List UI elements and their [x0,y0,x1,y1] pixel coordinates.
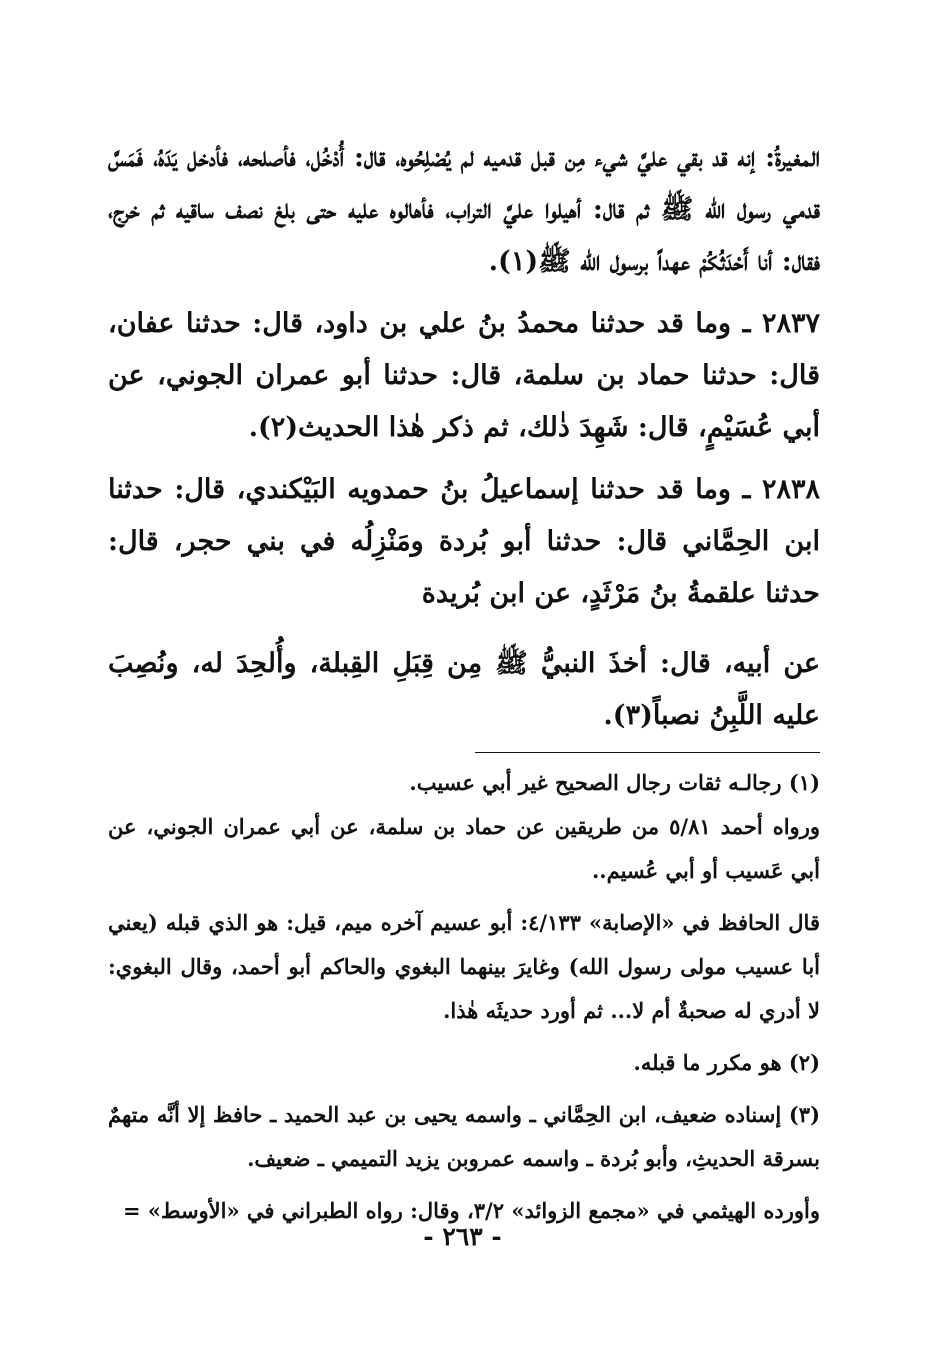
paragraph-hadith-2837: ٢٨٣٧ ـ وما قد حدثنا محمدُ بنُ علي بن داود، قال: حدثنا عفان، قال: حدثنا حماد بن سلمة، قال: حدثنا أبو عمران الجوني، عن أبي عُسَيْمٍ، قال: شَهِدَ ذٰلك، ثم ذكر هٰذا الحديث(٢). [108,308,821,443]
footnote-1: (١) رجالـه ثقات رجال الصحيح غير أبي عسيب. [409,770,820,795]
footnote-2: (٢) هو مكرر ما قبله. [633,1050,820,1075]
paragraph-continuation: المغيرةُ: إنه قد بقي عليَّ شيء مِن قبل قدميه لم يُصْلِحُوه، قال: أُدْخُل، فأصلحه، فأدخل يَدَهُ، فَمَسَّ قدمي رسول الله ﷺ ثم قال: أهيلوا عليَّ التراب، فأهالوه عليه حتى بلغ نصف ساقيه ثم خرج، فقال: أنا أَحْدَثُكُمْ عهداً برسول الله ﷺ(١). [108,142,820,277]
footnote-3: (٣) إسناده ضعيف، ابن الحِمَّاني ـ واسمه يحيى بن عبد الحميد ـ حافظ إلا أنَّه متهمٌ بسرقة الحديثِ، وأبو بُردة ـ واسمه عمروبن يزيد التميمي ـ ضعيف. [108,1102,820,1171]
page-number: - ٢٦٣ - [423,1222,502,1251]
footnote-3-cont: وأورده الهيثمي في «مجمع الزوائد» ٣/٢، وقال: رواه الطبراني في «الأوسط» = [122,1198,820,1223]
paragraph-hadith-2838-matn: عن أبيه، قال: أخذَ النبيُّ ﷺ مِن قِبَلِ القِبلة، وأُلحِدَ له، ونُصِبَ عليه اللَّبِنُ نصباً(٣). [108,648,820,731]
footnote-1-cont-b: قال الحافظ في «الإصابة» ٤/١٣٣: أبو عسيم آخره ميم، قيل: هو الذي قبله (يعني أبا عسيب مولى رسول الله) وغايرَ بينهما البغوي والحاكم أبو أحمد، وقال البغوي: لا أدري له صحبةٌ أم لا... ثم أورد حديثَه هٰذا. [108,910,820,1023]
footnote-1-cont-a: ورواه أحمد ٥/٨١ من طريقين عن حماد بن سلمة، عن أبي عمران الجوني، عن أبي عَسيب أو أبي عُسيم.. [108,814,820,883]
main-text [108,132,820,742]
paragraph-hadith-2838: ٢٨٣٨ ـ وما قد حدثنا إسماعيلُ بنُ حمدويه البَيْكندي، قال: حدثنا ابن الحِمَّاني قال: حدثنا أبو بُردة ومَنْزِلُه في بني حجر، قال: حدثنا علقمةُ بنُ مَرْثَدٍ، عن ابن بُريدة [108,474,820,609]
footnotes [108,761,820,1233]
footnote-separator [475,752,820,753]
text-column [108,132,820,1233]
